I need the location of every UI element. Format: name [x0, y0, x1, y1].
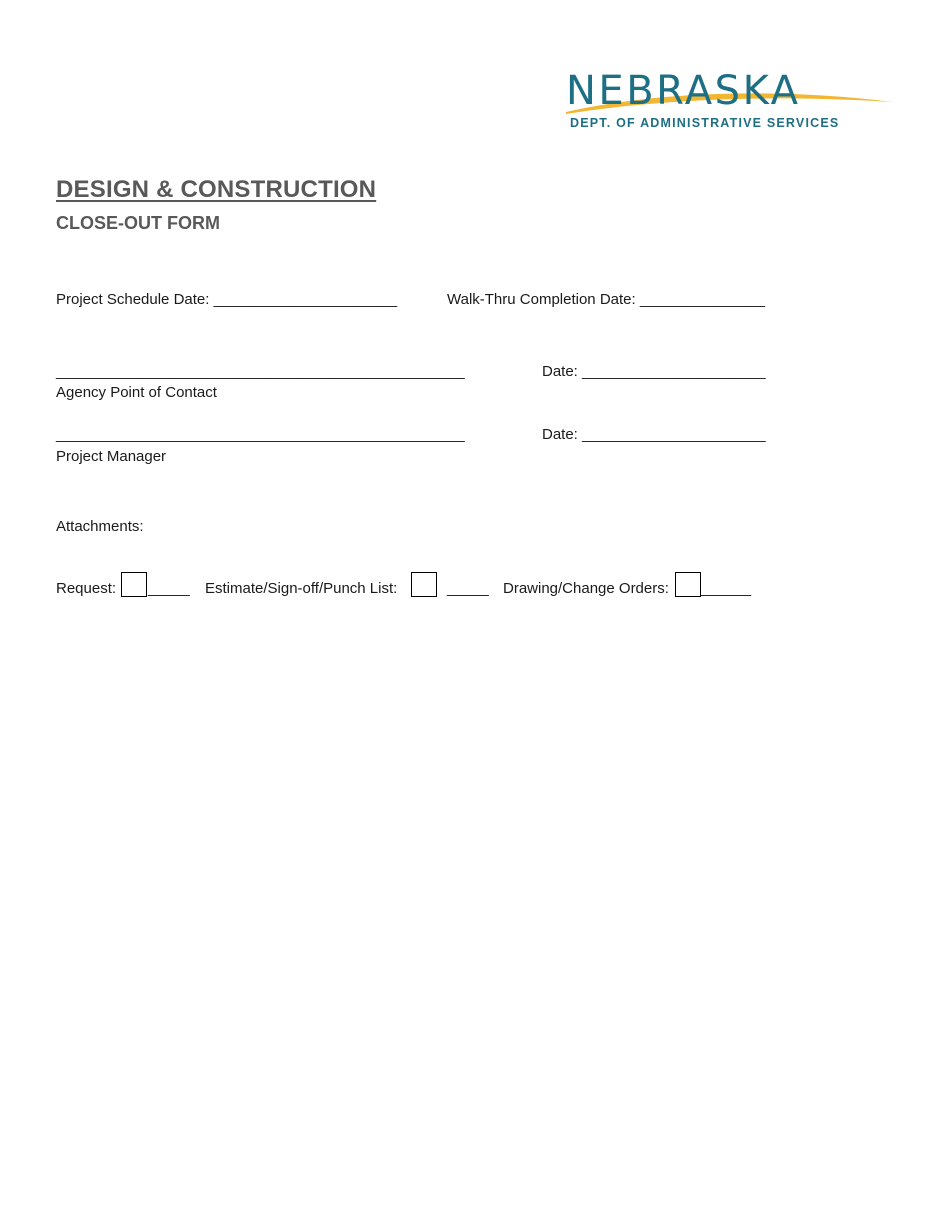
logo-subtitle: DEPT. OF ADMINISTRATIVE SERVICES	[570, 116, 840, 130]
estimate-signoff-punch-list-checkbox[interactable]	[411, 572, 437, 597]
drawing-line: ______	[701, 580, 752, 597]
project-manager-label: Project Manager	[56, 448, 167, 465]
page-subtitle: CLOSE-OUT FORM	[56, 213, 220, 233]
walk-thru-completion-date-field[interactable]: Walk-Thru Completion Date: _______________	[447, 291, 765, 308]
drawing-change-orders-checkbox[interactable]	[675, 572, 701, 597]
attachments-label: Attachments:	[56, 518, 144, 535]
page-title: DESIGN & CONSTRUCTION	[56, 176, 377, 203]
project-manager-date-field[interactable]: Date: ______________________	[542, 426, 766, 443]
estimate-line: _____	[447, 580, 489, 597]
estimate-signoff-punch-list-label: Estimate/Sign-off/Punch List:	[205, 580, 398, 597]
request-label: Request:	[56, 580, 117, 597]
logo-wordmark: NEBRASKA	[566, 68, 801, 114]
drawing-change-orders-label: Drawing/Change Orders:	[503, 580, 669, 597]
project-manager-signature-line[interactable]: _________________________________________________	[56, 426, 465, 443]
request-line: _____	[148, 580, 190, 597]
agency-contact-date-field[interactable]: Date: ______________________	[542, 363, 766, 380]
project-schedule-date-field[interactable]: Project Schedule Date: ______________________	[56, 291, 398, 308]
agency-contact-label: Agency Point of Contact	[56, 384, 217, 401]
request-checkbox[interactable]	[121, 572, 147, 597]
agency-contact-signature-line[interactable]: _________________________________________________	[56, 363, 465, 380]
nebraska-das-logo	[564, 68, 894, 134]
